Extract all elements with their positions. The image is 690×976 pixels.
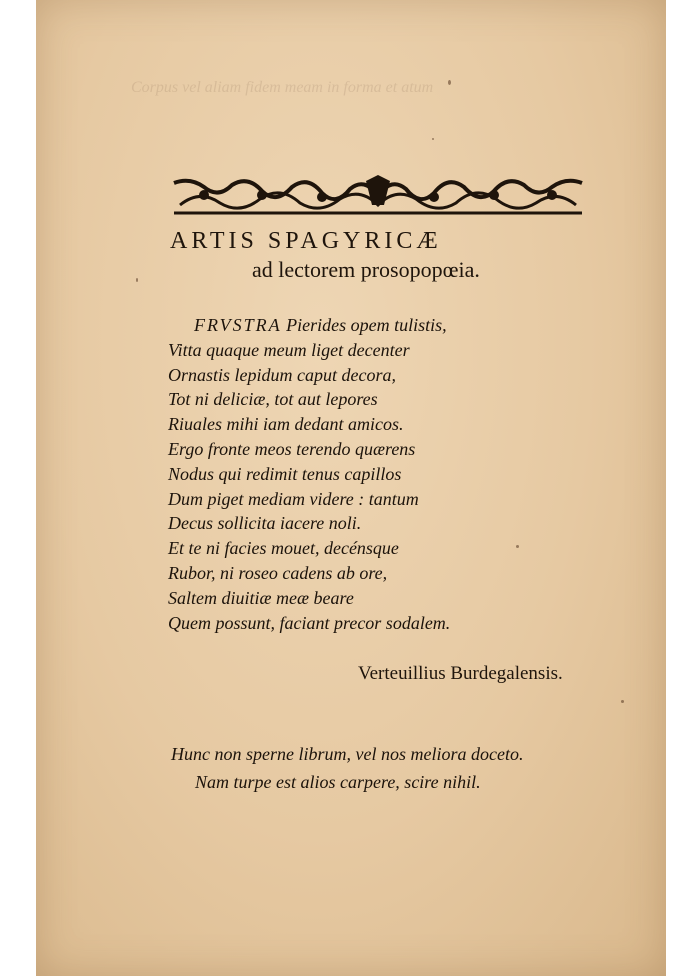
closing-distich bbox=[171, 740, 631, 796]
ink-spot bbox=[136, 278, 138, 282]
poem-line: Rubor, ni roseo cadens ab ore, bbox=[168, 562, 388, 583]
ink-spot bbox=[621, 700, 624, 703]
author-signature: Verteuillius Burdegalensis. bbox=[358, 663, 563, 684]
decorative-headpiece bbox=[170, 175, 586, 219]
poem-line: Riuales mihi iam dedant amicos. bbox=[168, 414, 404, 435]
poem-line: Quem possunt, faciant precor sodalem. bbox=[168, 612, 451, 633]
poem-line: Dum piget mediam videre : tantum bbox=[168, 488, 419, 509]
ink-spot bbox=[432, 138, 434, 140]
poem-line: Et te ni facies mouet, decénsque bbox=[168, 538, 399, 559]
poem-first-word: FRVSTRA bbox=[194, 315, 282, 335]
distich-line: Nam turpe est alios carpere, scire nihil. bbox=[195, 772, 481, 792]
poem-line: Tot ni deliciæ, tot aut lepores bbox=[168, 389, 378, 410]
poem-line: Vitta quaque meum liget decenter bbox=[168, 339, 410, 360]
poem-line: Ornastis lepidum caput decora, bbox=[168, 364, 396, 385]
page-title: ARTIS SPAGYRICÆ bbox=[170, 228, 442, 254]
poem-line: Decus sollicita iacere noli. bbox=[168, 513, 362, 534]
book-page bbox=[36, 0, 666, 976]
page-subtitle: ad lectorem prosopopœia. bbox=[252, 257, 480, 282]
distich-line: Hunc non sperne librum, vel nos meliora doceto. bbox=[171, 744, 524, 764]
poem-line bbox=[168, 313, 598, 338]
bleed-through-text: Corpus vel aliam fidem meam in forma et atum bbox=[131, 79, 434, 96]
poem-line: Ergo fronte meos terendo quærens bbox=[168, 438, 416, 459]
poem-first-line-rest: Pierides opem tulistis, bbox=[281, 315, 447, 335]
poem-line: Saltem diuitiæ meæ beare bbox=[168, 587, 354, 608]
poem bbox=[168, 313, 598, 635]
ink-spot bbox=[516, 545, 519, 548]
ink-spot bbox=[448, 80, 451, 85]
poem-line: Nodus qui redimit tenus capillos bbox=[168, 463, 402, 484]
